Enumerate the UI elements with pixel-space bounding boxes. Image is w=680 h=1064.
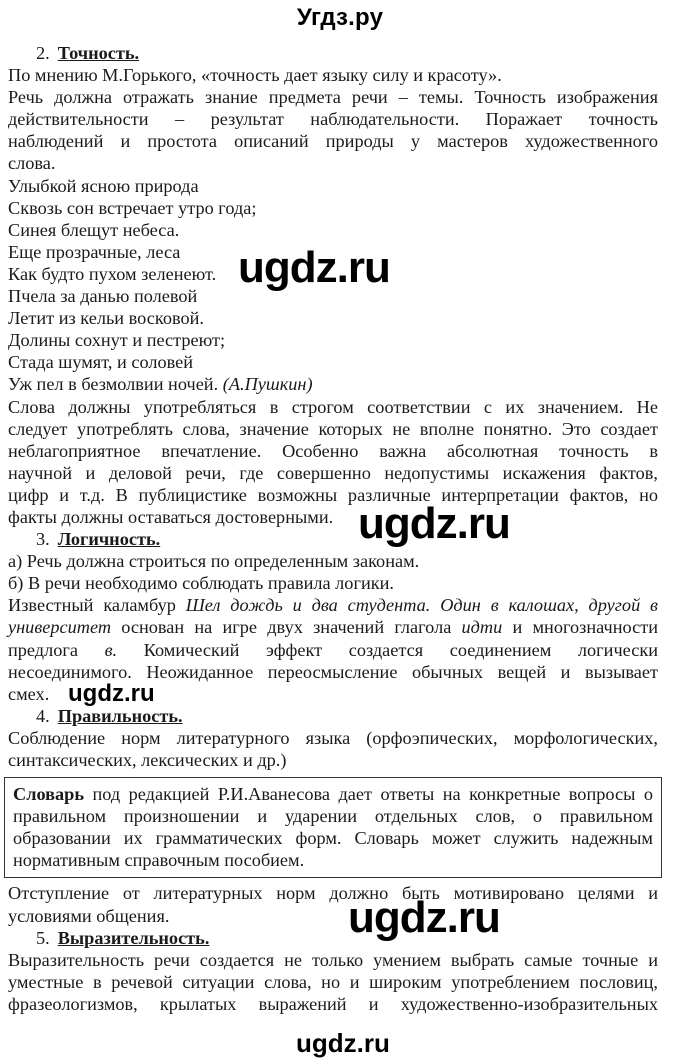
- paragraph-line: условиями общения.: [8, 905, 170, 926]
- paragraph-line: научной и деловой речи, где совершенно недопустимы искажения фактов,: [8, 462, 658, 483]
- box-line: образовании их грамматических форм. Словарь может служить надежным: [13, 828, 653, 849]
- section-number: 5.: [36, 927, 50, 948]
- paragraph-line: фразеологизмов, крылатых выражений и художественно-изобразительных: [8, 993, 658, 1014]
- pun-line: [8, 616, 658, 638]
- paragraph-line: Слова должны употребляться в строгом соответствии с их значением. Не: [8, 396, 658, 417]
- section-heading-correctness: [8, 705, 658, 727]
- pun-line: смех.: [8, 683, 50, 704]
- section-title: Выразительность.: [57, 927, 210, 948]
- section-heading-accuracy: [8, 42, 658, 64]
- paragraph-line: Соблюдение норм литературного языка (орфоэпических, морфологических,: [8, 727, 658, 748]
- verb-example: идти: [461, 617, 503, 638]
- watermark: ugdz.ru: [358, 499, 510, 548]
- box-line: нормативным справочным пособием.: [13, 850, 305, 871]
- poem-line: Как будто пухом зеленеют.: [8, 263, 217, 284]
- section-title: Правильность.: [57, 705, 183, 726]
- list-item-a: а) Речь должна строиться по определенным законам.: [8, 551, 420, 572]
- poem-line-text: Уж пел в безмолвии ночей.: [8, 374, 219, 395]
- text: Известный каламбур: [8, 595, 186, 616]
- pun-example: университет: [8, 617, 112, 638]
- paragraph-line: Отступление от литературных норм должно быть мотивировано целями и: [8, 883, 658, 904]
- text: предлога: [8, 639, 105, 660]
- poem-line-last: [8, 373, 658, 395]
- poem-author: (А.Пушкин): [222, 374, 313, 395]
- paragraph-line: синтаксических, лексических и др.): [8, 750, 287, 770]
- section-heading-logic: [8, 528, 658, 550]
- paragraph-line: Выразительность речи создается не только умением выбрать самые точные и: [8, 949, 658, 970]
- text: под редакцией Р.И.Аванесова дает ответы на конкретные вопросы о: [84, 784, 653, 805]
- paragraph-line: слова.: [8, 153, 56, 174]
- pun-line: [8, 594, 658, 616]
- site-title: Угдз.ру: [296, 4, 384, 31]
- watermark: ugdz.ru: [238, 243, 390, 292]
- paragraph-line: наблюдений и простота описаний природы у мастеров художественного: [8, 131, 658, 152]
- poem-line: Синея блещут небеса.: [8, 219, 180, 240]
- text: основан на игре двух значений глагола: [111, 617, 462, 638]
- poem-line: Еще прозрачные, леса: [8, 241, 181, 262]
- watermark: ugdz.ru: [348, 893, 500, 942]
- paragraph-line: цифр и т.д. В публицистике возможны различные интерпретации фактов, но: [8, 484, 658, 505]
- text: и многозначности: [502, 617, 659, 638]
- section-number: 3.: [36, 529, 50, 550]
- watermark: ugdz.ru: [68, 680, 155, 707]
- pun-example: Шел дождь и два студента. Один в калошах, другой в: [185, 595, 658, 616]
- section-number: 4.: [36, 705, 50, 726]
- paragraph-line: следует употреблять слова, значение которых не вполне понятно. Это создает: [8, 418, 658, 439]
- dictionary-note-box: [4, 777, 662, 878]
- paragraph-line: действительности – результат наблюдательности. Поражает точность: [8, 109, 658, 130]
- poem-line: Улыбкой ясною природа: [8, 175, 199, 196]
- gorky-quote: По мнению М.Горького, «точность дает языку силу и красоту».: [8, 65, 502, 86]
- poem-line: Летит из кельи восковой.: [8, 308, 204, 329]
- box-line: правильном произношении и ударении отдельных слов, о правильном: [13, 806, 653, 827]
- section-title: Логичность.: [57, 529, 161, 550]
- watermark: ugdz.ru: [296, 1028, 390, 1058]
- pun-line: [8, 639, 658, 661]
- preposition-example: в.: [104, 639, 118, 660]
- document-body: [8, 42, 658, 1015]
- section-number: 2.: [36, 43, 50, 63]
- poem-line: Сквозь сон встречает утро года;: [8, 197, 257, 218]
- poem-line: Долины сохнут и пестреют;: [8, 330, 226, 351]
- text: Комический эффект создается соединением логически: [117, 639, 658, 660]
- paragraph-line: Речь должна отражать знание предмета речи – темы. Точность изображения: [8, 87, 658, 108]
- list-item-b: б) В речи необходимо соблюдать правила логики.: [8, 573, 394, 594]
- section-title: Точность.: [57, 43, 140, 63]
- poem-line: Стада шумят, и соловей: [8, 352, 194, 373]
- box-line: [13, 783, 653, 805]
- pun-line: несоединимого. Неожиданное переосмысление обычных вещей и вызывает: [8, 661, 658, 682]
- paragraph-line: факты должны оставаться достоверными.: [8, 506, 334, 527]
- paragraph-line: уместные в речевой ситуации слова, но и широким употреблением пословиц,: [8, 971, 658, 992]
- poem-line: Пчела за данью полевой: [8, 286, 198, 307]
- paragraph-line: неблагоприятное впечатление. Особенно важна абсолютная точность в: [8, 440, 658, 461]
- section-heading-expressiveness: [8, 927, 658, 949]
- dictionary-term: Словарь: [13, 784, 84, 805]
